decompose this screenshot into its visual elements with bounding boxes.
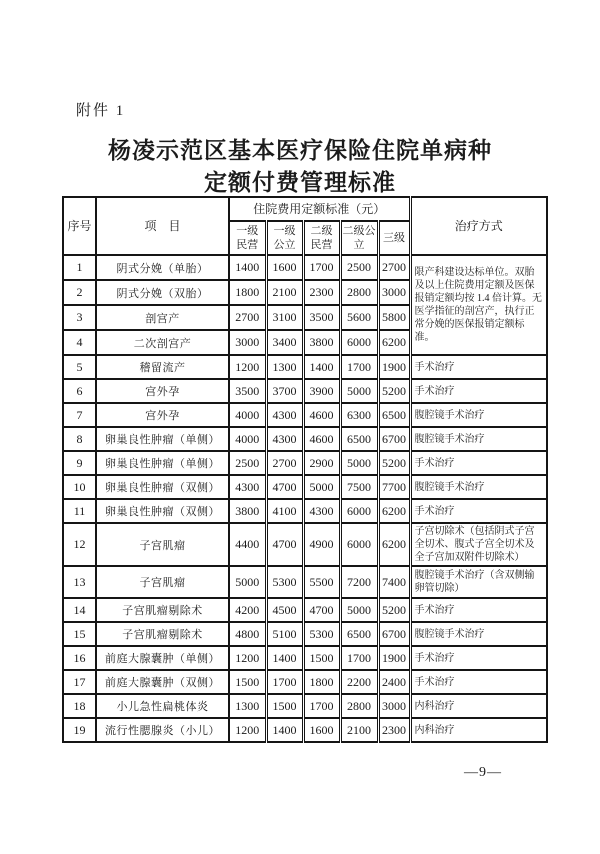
row-item-cell: 子宫肌瘤剔除术	[96, 622, 229, 646]
row-fee-cell-2: 4700	[266, 523, 303, 566]
row-fee-cell-3: 1700	[303, 694, 340, 718]
row-treatment-cell: 手术治疗	[410, 379, 547, 403]
row-treatment-cell: 腹腔镜手术治疗（含双侧输卵管切除）	[410, 566, 547, 598]
row-treatment-cell: 手术治疗	[410, 598, 547, 622]
row-fee-cell-5: 5200	[378, 598, 410, 622]
row-seq-cell: 6	[63, 379, 96, 403]
row-fee-cell-4: 2200	[340, 670, 378, 694]
row-fee-cell-3: 3800	[303, 330, 340, 355]
row-item-cell: 子宫肌瘤	[96, 566, 229, 598]
row-fee-cell-2: 4700	[266, 475, 303, 499]
header-fee-level-3: 三级	[378, 221, 410, 255]
header-item: 项 目	[96, 197, 229, 255]
row-treatment-cell: 腹腔镜手术治疗	[410, 427, 547, 451]
table-row	[63, 646, 547, 670]
header-seq: 序号	[63, 197, 96, 255]
row-fee-cell-1: 2500	[229, 451, 266, 475]
row-treatment-cell: 手术治疗	[410, 499, 547, 523]
table-row	[63, 255, 547, 280]
row-item-cell: 二次剖宫产	[96, 330, 229, 355]
row-treatment-cell: 手术治疗	[410, 670, 547, 694]
row-item-cell: 稽留流产	[96, 355, 229, 379]
row-treatment-cell: 腹腔镜手术治疗	[410, 403, 547, 427]
row-fee-cell-1: 1400	[229, 255, 266, 280]
row-fee-cell-1: 4400	[229, 523, 266, 566]
row-fee-cell-3: 4600	[303, 403, 340, 427]
row-fee-cell-5: 5800	[378, 305, 410, 330]
row-fee-cell-2: 1700	[266, 670, 303, 694]
row-fee-cell-2: 4100	[266, 499, 303, 523]
row-seq-cell: 2	[63, 280, 96, 305]
table-row	[63, 670, 547, 694]
row-seq-cell: 12	[63, 523, 96, 566]
row-item-cell: 阴式分娩（单胎）	[96, 255, 229, 280]
row-seq-cell: 5	[63, 355, 96, 379]
row-fee-cell-3: 2900	[303, 451, 340, 475]
row-item-cell: 前庭大腺囊肿（单侧）	[96, 646, 229, 670]
row-seq-cell: 19	[63, 718, 96, 742]
row-fee-cell-2: 1300	[266, 355, 303, 379]
row-fee-cell-4: 6500	[340, 622, 378, 646]
row-fee-cell-4: 6300	[340, 403, 378, 427]
row-item-cell: 小儿急性扁桃体炎	[96, 694, 229, 718]
row-fee-cell-5: 5200	[378, 379, 410, 403]
row-item-cell: 流行性腮腺炎（小儿）	[96, 718, 229, 742]
row-treatment-cell: 手术治疗	[410, 646, 547, 670]
row-fee-cell-4: 7200	[340, 566, 378, 598]
row-fee-cell-4: 2800	[340, 694, 378, 718]
row-fee-cell-5: 1900	[378, 355, 410, 379]
row-fee-cell-1: 3500	[229, 379, 266, 403]
row-fee-cell-5: 6200	[378, 499, 410, 523]
row-seq-cell: 15	[63, 622, 96, 646]
row-fee-cell-1: 1500	[229, 670, 266, 694]
row-fee-cell-4: 6000	[340, 330, 378, 355]
row-treatment-cell: 腹腔镜手术治疗	[410, 622, 547, 646]
row-fee-cell-4: 1700	[340, 355, 378, 379]
row-fee-cell-4: 6500	[340, 427, 378, 451]
table-row	[63, 427, 547, 451]
table-row	[63, 355, 547, 379]
page-number: —9—	[464, 765, 502, 780]
table-row	[63, 598, 547, 622]
row-item-cell: 剖宫产	[96, 305, 229, 330]
row-fee-cell-2: 2100	[266, 280, 303, 305]
row-fee-cell-2: 3100	[266, 305, 303, 330]
row-fee-cell-5: 7700	[378, 475, 410, 499]
row-fee-cell-1: 1200	[229, 355, 266, 379]
row-fee-cell-5: 2700	[378, 255, 410, 280]
row-fee-cell-1: 2700	[229, 305, 266, 330]
row-fee-cell-5: 5200	[378, 451, 410, 475]
row-seq-cell: 18	[63, 694, 96, 718]
row-item-cell: 子宫肌瘤	[96, 523, 229, 566]
row-item-cell: 宫外孕	[96, 379, 229, 403]
row-item-cell: 阴式分娩（双胎）	[96, 280, 229, 305]
table-body	[63, 255, 547, 742]
row-fee-cell-1: 3800	[229, 499, 266, 523]
row-item-cell: 宫外孕	[96, 403, 229, 427]
row-fee-cell-3: 1600	[303, 718, 340, 742]
row-fee-cell-2: 1500	[266, 694, 303, 718]
row-item-cell: 卵巢良性肿瘤（双侧）	[96, 499, 229, 523]
row-treatment-cell: 子宫切除术（包括阴式子宫全切术、腹式子宫全切术及全子宫加双附件切除术）	[410, 523, 547, 566]
table-row	[63, 499, 547, 523]
row-fee-cell-2: 1400	[266, 646, 303, 670]
header-fee-level-1-public: 一级公立	[266, 221, 303, 255]
row-fee-cell-4: 5600	[340, 305, 378, 330]
table-row	[63, 523, 547, 566]
row-fee-cell-3: 4300	[303, 499, 340, 523]
header-fee-level-2-public: 二级公立	[340, 221, 378, 255]
row-seq-cell: 13	[63, 566, 96, 598]
row-treatment-cell: 手术治疗	[410, 355, 547, 379]
header-fee-group: 住院费用定额标准（元）	[229, 197, 410, 221]
row-treatment-cell: 内科治疗	[410, 718, 547, 742]
row-fee-cell-3: 4600	[303, 427, 340, 451]
row-fee-cell-5: 6500	[378, 403, 410, 427]
row-fee-cell-4: 1700	[340, 646, 378, 670]
row-fee-cell-3: 1700	[303, 255, 340, 280]
table-row	[63, 403, 547, 427]
row-fee-cell-3: 5300	[303, 622, 340, 646]
row-fee-cell-1: 1200	[229, 646, 266, 670]
row-seq-cell: 9	[63, 451, 96, 475]
row-fee-cell-5: 2300	[378, 718, 410, 742]
row-fee-cell-1: 1300	[229, 694, 266, 718]
table-row	[63, 475, 547, 499]
row-fee-cell-1: 4300	[229, 475, 266, 499]
row-seq-cell: 1	[63, 255, 96, 280]
row-fee-cell-5: 6200	[378, 523, 410, 566]
table-row	[63, 622, 547, 646]
row-fee-cell-1: 1800	[229, 280, 266, 305]
row-treatment-cell: 腹腔镜手术治疗	[410, 475, 547, 499]
row-fee-cell-5: 2400	[378, 670, 410, 694]
header-row-group	[63, 197, 547, 221]
row-fee-cell-4: 2100	[340, 718, 378, 742]
row-fee-cell-3: 1800	[303, 670, 340, 694]
table-header	[63, 197, 547, 255]
row-fee-cell-5: 3000	[378, 694, 410, 718]
row-fee-cell-4: 2500	[340, 255, 378, 280]
document-title-line1: 杨凌示范区基本医疗保险住院单病种	[108, 138, 492, 163]
row-seq-cell: 11	[63, 499, 96, 523]
row-fee-cell-3: 3500	[303, 305, 340, 330]
row-seq-cell: 7	[63, 403, 96, 427]
row-fee-cell-2: 1600	[266, 255, 303, 280]
row-fee-cell-3: 4900	[303, 523, 340, 566]
row-fee-cell-5: 7400	[378, 566, 410, 598]
table-row	[63, 451, 547, 475]
row-fee-cell-3: 5000	[303, 475, 340, 499]
row-item-cell: 卵巢良性肿瘤（单侧）	[96, 451, 229, 475]
row-seq-cell: 14	[63, 598, 96, 622]
table-row	[63, 694, 547, 718]
row-fee-cell-3: 4700	[303, 598, 340, 622]
row-fee-cell-2: 3400	[266, 330, 303, 355]
row-item-cell: 卵巢良性肿瘤（单侧）	[96, 427, 229, 451]
row-fee-cell-4: 5000	[340, 379, 378, 403]
row-fee-cell-2: 1400	[266, 718, 303, 742]
row-seq-cell: 4	[63, 330, 96, 355]
row-treatment-cell: 限产科建设达标单位。双胎及以上住院费用定额及医保报销定额均按 1.4 倍计算。无医学指征的剖宫产，执行正常分娩的医保报销定额标准。	[410, 255, 547, 355]
row-fee-cell-1: 5000	[229, 566, 266, 598]
row-fee-cell-5: 3000	[378, 280, 410, 305]
row-fee-cell-4: 2800	[340, 280, 378, 305]
row-fee-cell-2: 2700	[266, 451, 303, 475]
row-seq-cell: 17	[63, 670, 96, 694]
fee-standard-table	[62, 196, 548, 743]
row-fee-cell-3: 1500	[303, 646, 340, 670]
row-seq-cell: 8	[63, 427, 96, 451]
row-fee-cell-2: 5100	[266, 622, 303, 646]
row-item-cell: 子宫肌瘤剔除术	[96, 598, 229, 622]
row-fee-cell-4: 7500	[340, 475, 378, 499]
row-fee-cell-5: 6700	[378, 427, 410, 451]
row-fee-cell-1: 4000	[229, 403, 266, 427]
row-fee-cell-2: 4500	[266, 598, 303, 622]
header-treatment: 治疗方式	[410, 197, 547, 255]
row-fee-cell-1: 3000	[229, 330, 266, 355]
row-fee-cell-2: 5300	[266, 566, 303, 598]
row-fee-cell-5: 6700	[378, 622, 410, 646]
table-row	[63, 566, 547, 598]
row-fee-cell-5: 1900	[378, 646, 410, 670]
row-fee-cell-2: 3700	[266, 379, 303, 403]
row-fee-cell-4: 5000	[340, 451, 378, 475]
header-fee-level-1-private: 一级民营	[229, 221, 266, 255]
row-fee-cell-2: 4300	[266, 427, 303, 451]
table-row	[63, 379, 547, 403]
row-fee-cell-1: 4200	[229, 598, 266, 622]
row-fee-cell-3: 2300	[303, 280, 340, 305]
row-item-cell: 卵巢良性肿瘤（双侧）	[96, 475, 229, 499]
document-title-line2: 定额付费管理标准	[204, 170, 396, 195]
row-fee-cell-1: 4000	[229, 427, 266, 451]
table-row	[63, 718, 547, 742]
row-item-cell: 前庭大腺囊肿（双侧）	[96, 670, 229, 694]
row-seq-cell: 10	[63, 475, 96, 499]
attachment-label: 附件 1	[76, 103, 126, 119]
row-fee-cell-4: 6000	[340, 499, 378, 523]
row-seq-cell: 3	[63, 305, 96, 330]
row-fee-cell-4: 6000	[340, 523, 378, 566]
row-seq-cell: 16	[63, 646, 96, 670]
row-fee-cell-3: 1400	[303, 355, 340, 379]
header-fee-level-2-private: 二级民营	[303, 221, 340, 255]
row-fee-cell-3: 5500	[303, 566, 340, 598]
row-fee-cell-2: 4300	[266, 403, 303, 427]
row-treatment-cell: 内科治疗	[410, 694, 547, 718]
row-treatment-cell: 手术治疗	[410, 451, 547, 475]
row-fee-cell-1: 1200	[229, 718, 266, 742]
row-fee-cell-1: 4800	[229, 622, 266, 646]
row-fee-cell-5: 6200	[378, 330, 410, 355]
row-fee-cell-4: 5000	[340, 598, 378, 622]
row-fee-cell-3: 3900	[303, 379, 340, 403]
